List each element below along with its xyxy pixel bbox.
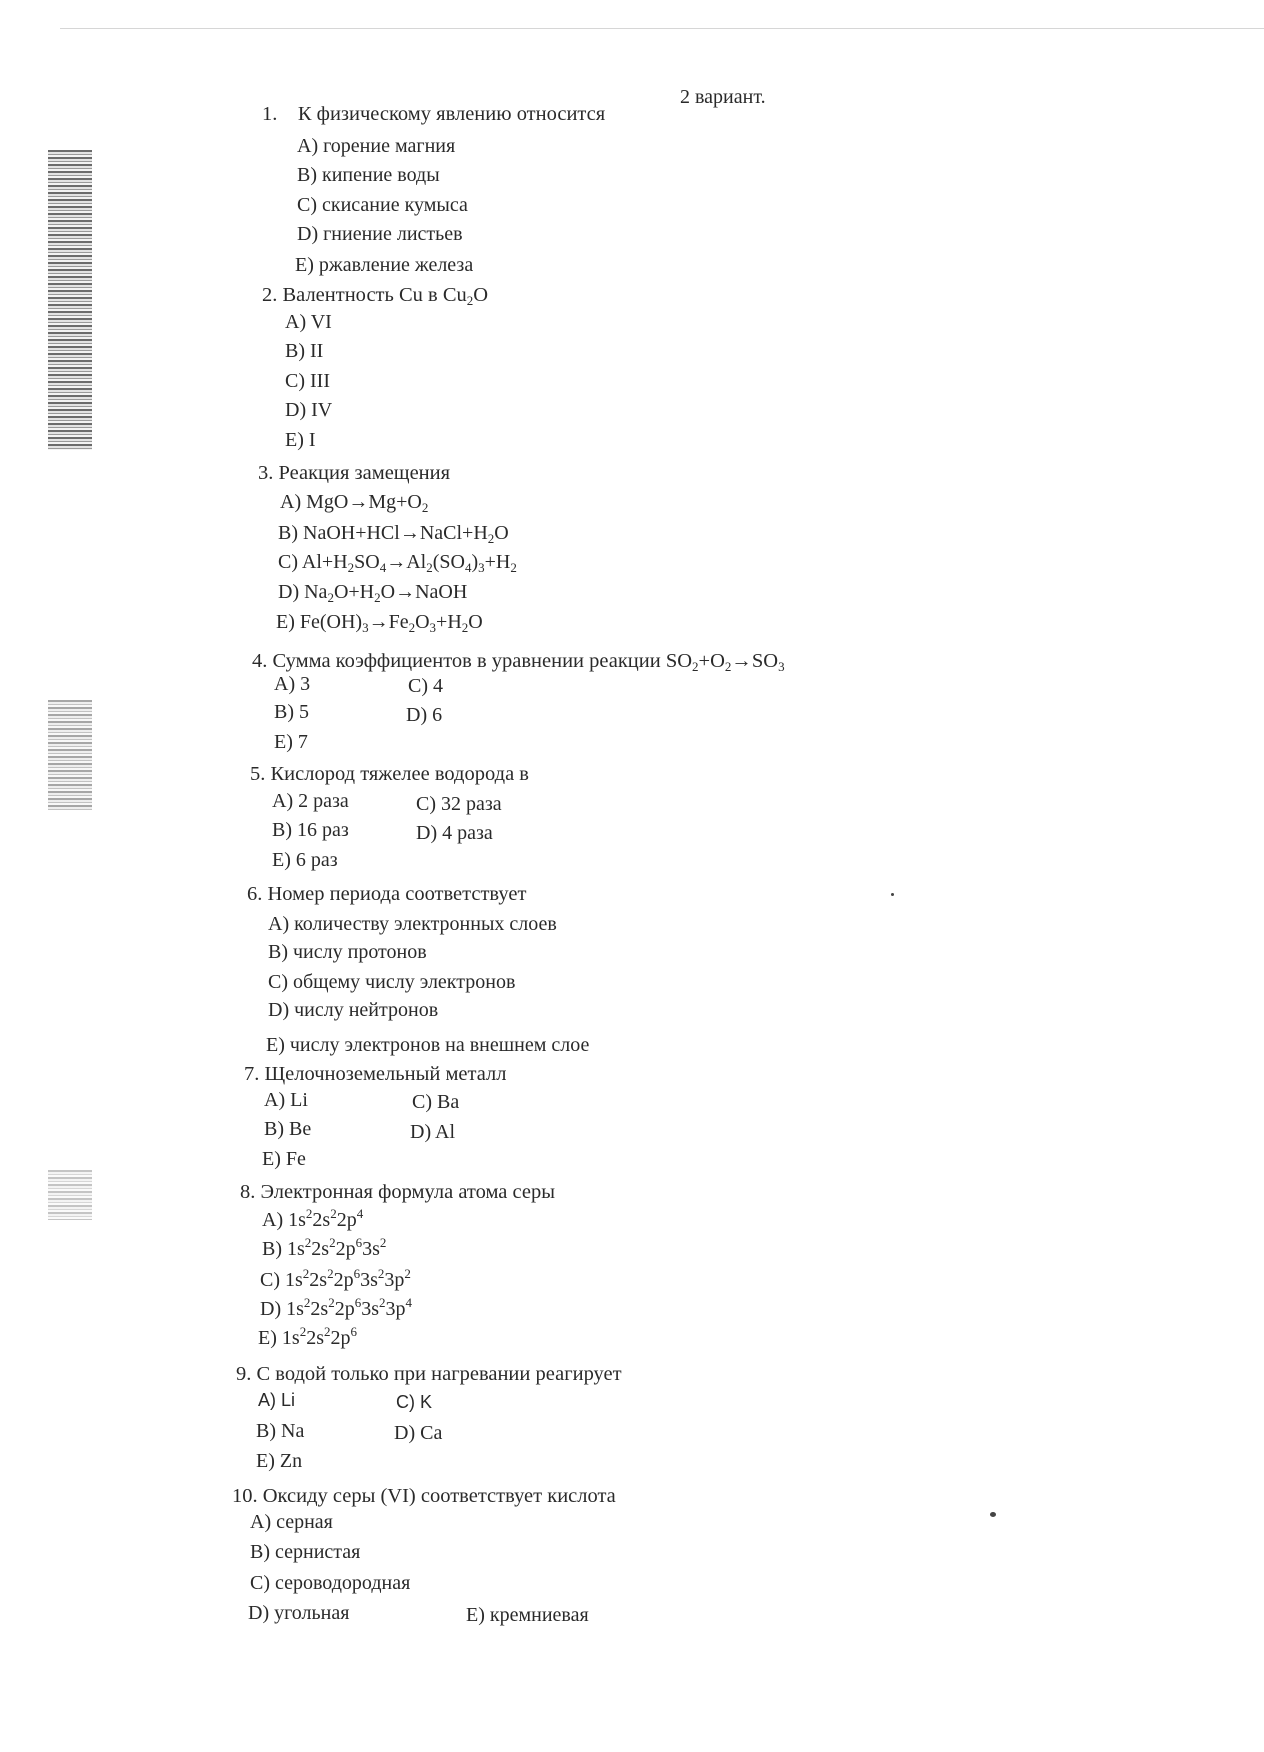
question-text: Оксиду серы (VI) соответствует кислота [262,1485,616,1507]
option-e: E) Fe [262,1148,306,1170]
option-a: A) Li [264,1089,308,1111]
question-text: Валентность Cu в $Cu_2O$ [282,284,489,308]
question-number: 10. [232,1485,258,1507]
option-d: D) гниение листьев [297,223,463,245]
question-10 [232,1484,616,1508]
scan-edge-artifact [48,700,92,810]
option-e: E) $Fe(OH)_3\to Fe_2O_3+H_2O$ [276,611,483,635]
question-number: 4. [252,650,268,672]
option-a: A) Li [258,1390,296,1410]
option-c: C) 4 [408,675,443,697]
arrow-icon: → [348,491,369,513]
option-e: E) 7 [274,731,308,753]
option-a: A) количеству электронных слоев [268,913,557,935]
option-a: A) 3 [274,673,311,695]
option-a: A) VI [285,311,332,333]
question-text: Сумма коэффициентов в уравнении реакции $SO_2+O_2\to SO_3$ [272,650,785,674]
option-e: E) ржавление железа [295,254,474,276]
question-6 [247,882,526,906]
question-4 [252,649,785,673]
option-d: D) Al [410,1121,455,1143]
option-d: D) числу нейтронов [268,999,439,1021]
question-number: 3. [258,462,274,484]
option-c: C) Ba [412,1091,460,1113]
option-c: C) $1s^22s^22p^63s^23p^2$ [260,1266,411,1291]
question-number: 2. [262,284,278,306]
question-1 [262,102,605,126]
option-c: C) III [285,370,330,392]
option-b: B) Be [264,1118,312,1140]
question-2 [262,283,488,307]
option-d: D) 4 раза [416,822,493,844]
scan-top-line [60,28,1264,29]
option-d: D) $Na_2O+H_2O\to NaOH$ [278,581,468,605]
arrow-icon: → [386,551,407,573]
variant-label: 2 вариант. [680,86,766,108]
scan-edge-artifact [48,1170,92,1220]
option-e: E) числу электронов на внешнем слое [266,1034,590,1056]
option-e: E) кремниевая [466,1604,589,1626]
question-5 [250,762,529,786]
option-e: E) 6 раз [272,849,338,871]
arrow-icon: → [731,650,752,672]
option-d: D) Ca [394,1422,443,1444]
question-text: Реакция замещения [278,462,451,484]
question-9 [236,1362,622,1386]
option-d: D) 6 [406,704,443,726]
option-b: B) кипение воды [297,164,440,186]
question-text: Щелочноземельный металл [264,1063,507,1085]
option-a: A) $MgO\to Mg+O_2$ [280,491,429,515]
option-b: B) $NaOH+HCl\to NaCl+H_2O$ [278,522,509,546]
option-a: A) горение магния [297,135,456,157]
option-d: D) IV [285,399,333,421]
question-number: 9. [236,1363,252,1385]
question-number: 6. [247,883,263,905]
option-a: A) 2 раза [272,790,349,812]
arrow-icon: → [368,611,389,633]
option-c: C) $Al+H_2SO_4\to Al_2(SO_4)_3+H_2$ [278,551,517,575]
arrow-icon: → [395,581,416,603]
question-text: Номер периода соответствует [267,883,527,905]
option-d: D) $1s^22s^22p^63s^23p^4$ [260,1295,412,1320]
question-text: С водой только при нагревании реагирует [256,1363,622,1385]
option-b: B) числу протонов [268,941,427,963]
question-7 [244,1062,506,1086]
option-e: E) Zn [256,1450,303,1472]
question-number: 8. [240,1181,256,1203]
option-b: B) II [285,340,324,362]
option-a: A) $1s^22s^22p^4$ [262,1206,364,1231]
option-a: A) серная [250,1511,333,1533]
question-text: К физическому явлению относится [297,103,606,125]
option-c: C) K [396,1392,432,1412]
question-number: 7. [244,1063,260,1085]
question-number: 5. [250,763,266,785]
option-e: E) $1s^22s^22p^6$ [258,1324,357,1349]
scan-speck [891,893,894,896]
option-b: B) сернистая [250,1541,361,1563]
option-c: C) сероводородная [250,1572,411,1594]
scan-speck [990,1512,996,1517]
question-text: Кислород тяжелее водорода в [270,763,529,785]
scan-edge-artifact [48,150,92,450]
option-b: B) 16 раз [272,819,349,841]
option-c: C) 32 раза [416,793,502,815]
question-text: Электронная формула атома серы [260,1181,555,1203]
option-d: D) угольная [248,1602,350,1624]
question-8 [240,1180,555,1204]
option-c: C) скисание кумыса [297,194,468,216]
arrow-icon: → [399,522,420,544]
option-b: B) $1s^22s^22p^63s^2$ [262,1235,387,1260]
option-b: B) Na [256,1420,305,1442]
option-e: E) I [285,429,316,451]
question-3 [258,461,450,485]
question-number: 1. [262,103,278,125]
option-c: C) общему числу электронов [268,971,516,993]
option-b: B) 5 [274,701,309,723]
